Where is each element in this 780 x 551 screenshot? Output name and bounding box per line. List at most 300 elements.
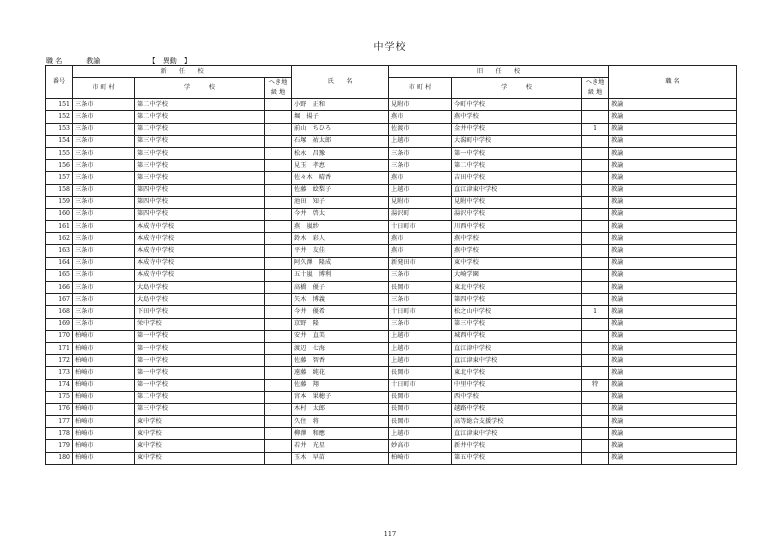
row-number: 172: [46, 355, 73, 367]
job-title-cell: 教諭: [609, 379, 737, 391]
page-number: 117: [383, 530, 397, 538]
job-title-cell: 教諭: [609, 452, 737, 464]
new-school-cell: 第四中学校: [135, 208, 265, 220]
name-cell: 前山 ちひろ: [292, 123, 389, 135]
new-school-cell: 大島中学校: [135, 282, 265, 294]
new-remote-cell: [265, 330, 292, 342]
new-school-cell: 東中学校: [135, 452, 265, 464]
job-title-label: 職 名: [46, 57, 63, 65]
table-row: [46, 172, 737, 184]
table-row: [46, 160, 737, 172]
old-city-cell: 上越市: [389, 330, 452, 342]
row-number: 177: [46, 416, 73, 428]
row-number: 170: [46, 330, 73, 342]
table-row: [46, 282, 737, 294]
table-row: [46, 355, 737, 367]
old-remote-cell: 特: [582, 379, 609, 391]
name-cell: 矢木 博義: [292, 294, 389, 306]
job-title-cell: 教諭: [609, 294, 737, 306]
new-remote-cell: [265, 257, 292, 269]
old-remote-cell: [582, 318, 609, 330]
table-row: [46, 135, 737, 147]
table-row: [46, 440, 737, 452]
old-remote-cell: [582, 355, 609, 367]
job-title-cell: 教諭: [609, 416, 737, 428]
new-remote-cell: [265, 184, 292, 196]
old-remote-cell: [582, 99, 609, 111]
old-school-cell: 燕中学校: [452, 111, 582, 123]
old-city-cell: 三条市: [389, 318, 452, 330]
new-remote-cell: [265, 294, 292, 306]
old-city-cell: 十日町市: [389, 221, 452, 233]
table-row: [46, 221, 737, 233]
old-remote-cell: [582, 147, 609, 159]
new-remote-cell: [265, 306, 292, 318]
job-title-cell: 教諭: [609, 99, 737, 111]
job-title-cell: 教諭: [609, 282, 737, 294]
old-remote-cell: [582, 257, 609, 269]
new-school-cell: 下田中学校: [135, 306, 265, 318]
new-city-cell: 三条市: [73, 269, 135, 281]
job-title-cell: 教諭: [609, 208, 737, 220]
job-title-cell: 教諭: [609, 135, 737, 147]
category-label: 異動: [162, 57, 177, 65]
table-row: [46, 123, 737, 135]
new-remote-cell: [265, 318, 292, 330]
new-remote-cell: [265, 269, 292, 281]
name-cell: 石塚 祐太郎: [292, 135, 389, 147]
row-number: 155: [46, 147, 73, 159]
new-city-cell: 三条市: [73, 318, 135, 330]
new-remote-cell: [265, 99, 292, 111]
name-cell: 佐藤 絵梨子: [292, 184, 389, 196]
old-remote-cell: [582, 160, 609, 172]
new-school-cell: 第三中学校: [135, 135, 265, 147]
old-remote-cell: [582, 135, 609, 147]
header-new-city: 市 町 村: [73, 78, 135, 99]
old-school-cell: 東北中学校: [452, 282, 582, 294]
job-title-cell: 教諭: [609, 111, 737, 123]
page-title: 中学校: [373, 42, 407, 53]
table-row: [46, 306, 737, 318]
job-title-cell: 教諭: [609, 318, 737, 330]
row-number: 167: [46, 294, 73, 306]
old-city-cell: 燕市: [389, 172, 452, 184]
name-cell: 今井 啓太: [292, 208, 389, 220]
name-cell: 若井 光星: [292, 440, 389, 452]
row-number: 164: [46, 257, 73, 269]
new-city-cell: 三条市: [73, 294, 135, 306]
name-cell: 鈴木 彩人: [292, 233, 389, 245]
new-school-cell: 第二中学校: [135, 99, 265, 111]
new-city-cell: 三条市: [73, 123, 135, 135]
new-city-cell: 三条市: [73, 111, 135, 123]
table-row: [46, 99, 737, 111]
old-school-cell: 湯沢中学校: [452, 208, 582, 220]
old-remote-cell: [582, 282, 609, 294]
row-number: 165: [46, 269, 73, 281]
new-school-cell: 第三中学校: [135, 403, 265, 415]
header-new-school-group: 新 任 校: [73, 66, 292, 78]
old-city-cell: 燕市: [389, 233, 452, 245]
name-cell: 高橋 優子: [292, 282, 389, 294]
old-city-cell: 燕市: [389, 111, 452, 123]
new-remote-cell: [265, 428, 292, 440]
table-row: [46, 294, 737, 306]
job-title-cell: 教諭: [609, 257, 737, 269]
name-cell: 五十嵐 博利: [292, 269, 389, 281]
job-title-cell: 教諭: [609, 428, 737, 440]
old-remote-cell: [582, 416, 609, 428]
header-name: 氏 名: [292, 66, 389, 99]
job-title-cell: 教諭: [609, 221, 737, 233]
new-remote-cell: [265, 221, 292, 233]
new-school-cell: 第四中学校: [135, 196, 265, 208]
table-row: [46, 196, 737, 208]
new-school-cell: 東中学校: [135, 428, 265, 440]
old-city-cell: 長岡市: [389, 416, 452, 428]
new-school-cell: 東中学校: [135, 440, 265, 452]
row-number: 169: [46, 318, 73, 330]
row-number: 153: [46, 123, 73, 135]
remote-line-2: 級 地: [587, 89, 603, 97]
new-school-cell: 本成寺中学校: [135, 245, 265, 257]
header-old-school-group: 旧 任 校: [389, 66, 609, 78]
row-number: 163: [46, 245, 73, 257]
old-school-cell: 高等総合支援学校: [452, 416, 582, 428]
new-remote-cell: [265, 135, 292, 147]
old-school-cell: 第二中学校: [452, 160, 582, 172]
job-title-cell: 教諭: [609, 233, 737, 245]
job-title-cell: 教諭: [609, 391, 737, 403]
remote-line-2: 級 地: [270, 89, 286, 97]
new-city-cell: 三条市: [73, 257, 135, 269]
old-city-cell: 十日町市: [389, 306, 452, 318]
old-remote-cell: [582, 184, 609, 196]
header-number: 番号: [46, 66, 73, 99]
old-city-cell: 見附市: [389, 99, 452, 111]
row-number: 162: [46, 233, 73, 245]
old-school-cell: 城西中学校: [452, 330, 582, 342]
row-number: 151: [46, 99, 73, 111]
name-cell: 京野 隆: [292, 318, 389, 330]
row-number: 156: [46, 160, 73, 172]
table-row: [46, 330, 737, 342]
new-remote-cell: [265, 123, 292, 135]
old-school-cell: 第四中学校: [452, 294, 582, 306]
new-school-cell: 第一中学校: [135, 342, 265, 354]
old-remote-cell: [582, 208, 609, 220]
new-remote-cell: [265, 342, 292, 354]
table-row: [46, 379, 737, 391]
new-remote-cell: [265, 440, 292, 452]
new-city-cell: 三条市: [73, 160, 135, 172]
name-cell: 池田 知子: [292, 196, 389, 208]
job-title-cell: 教諭: [609, 184, 737, 196]
name-cell: 安井 直美: [292, 330, 389, 342]
old-city-cell: 上越市: [389, 428, 452, 440]
old-city-cell: 柏崎市: [389, 452, 452, 464]
old-city-cell: 上越市: [389, 184, 452, 196]
old-remote-cell: [582, 342, 609, 354]
old-city-cell: 三条市: [389, 160, 452, 172]
name-cell: 柳澤 和應: [292, 428, 389, 440]
old-school-cell: 金井中学校: [452, 123, 582, 135]
new-city-cell: 三条市: [73, 184, 135, 196]
new-remote-cell: [265, 111, 292, 123]
old-city-cell: 長岡市: [389, 403, 452, 415]
row-number: 161: [46, 221, 73, 233]
old-city-cell: 新発田市: [389, 257, 452, 269]
old-school-cell: 新井中学校: [452, 440, 582, 452]
header-old-school: 学 校: [452, 78, 582, 99]
job-title-cell: 教諭: [609, 123, 737, 135]
old-school-cell: 見附中学校: [452, 196, 582, 208]
job-title-cell: 教諭: [609, 367, 737, 379]
new-school-cell: 本成寺中学校: [135, 269, 265, 281]
row-number: 168: [46, 306, 73, 318]
new-city-cell: 柏崎市: [73, 452, 135, 464]
new-school-cell: 本成寺中学校: [135, 221, 265, 233]
new-remote-cell: [265, 379, 292, 391]
job-title-cell: 教諭: [609, 147, 737, 159]
job-title-cell: 教諭: [609, 306, 737, 318]
old-city-cell: 長岡市: [389, 282, 452, 294]
new-remote-cell: [265, 245, 292, 257]
job-title-cell: 教諭: [609, 245, 737, 257]
old-remote-cell: [582, 294, 609, 306]
name-cell: 阿久澤 隆成: [292, 257, 389, 269]
new-city-cell: 三条市: [73, 135, 135, 147]
new-remote-cell: [265, 403, 292, 415]
row-number: 171: [46, 342, 73, 354]
old-school-cell: 直江津東中学校: [452, 355, 582, 367]
old-remote-cell: [582, 330, 609, 342]
header-job-title: 職 名: [609, 66, 737, 99]
table-row: [46, 318, 737, 330]
table-row: [46, 245, 737, 257]
new-city-cell: 柏崎市: [73, 416, 135, 428]
old-remote-cell: [582, 111, 609, 123]
new-remote-cell: [265, 355, 292, 367]
new-city-cell: 柏崎市: [73, 440, 135, 452]
old-remote-cell: [582, 428, 609, 440]
table-row: [46, 416, 737, 428]
bracket-open: 【: [148, 57, 156, 65]
table-row: [46, 428, 737, 440]
table-row: [46, 111, 737, 123]
new-school-cell: 東中学校: [135, 416, 265, 428]
header-new-school: 学 校: [135, 78, 265, 99]
old-remote-cell: [582, 221, 609, 233]
name-cell: 久住 将: [292, 416, 389, 428]
name-cell: 渡辺 七海: [292, 342, 389, 354]
old-school-cell: 第五中学校: [452, 452, 582, 464]
header-row-groups: [46, 66, 737, 78]
name-cell: 遠藤 純花: [292, 367, 389, 379]
old-city-cell: 湯沢町: [389, 208, 452, 220]
name-cell: 見玉 孝恵: [292, 160, 389, 172]
new-school-cell: 栄中学校: [135, 318, 265, 330]
old-school-cell: 吉田中学校: [452, 172, 582, 184]
name-cell: 燕 嵐紗: [292, 221, 389, 233]
old-city-cell: 三条市: [389, 294, 452, 306]
table-row: [46, 233, 737, 245]
old-remote-cell: [582, 269, 609, 281]
old-school-cell: 西中学校: [452, 391, 582, 403]
new-city-cell: 三条市: [73, 245, 135, 257]
new-city-cell: 三条市: [73, 233, 135, 245]
old-city-cell: 上越市: [389, 355, 452, 367]
new-remote-cell: [265, 367, 292, 379]
name-cell: 玉木 早苗: [292, 452, 389, 464]
row-number: 152: [46, 111, 73, 123]
new-school-cell: 第一中学校: [135, 355, 265, 367]
old-remote-cell: 1: [582, 306, 609, 318]
table-row: [46, 342, 737, 354]
table-row: [46, 391, 737, 403]
old-school-cell: 第一中学校: [452, 147, 582, 159]
table-row: [46, 257, 737, 269]
old-city-cell: 長岡市: [389, 391, 452, 403]
new-city-cell: 三条市: [73, 196, 135, 208]
old-school-cell: 燕中学校: [452, 233, 582, 245]
new-remote-cell: [265, 416, 292, 428]
new-city-cell: 柏崎市: [73, 355, 135, 367]
old-remote-cell: [582, 391, 609, 403]
header-old-city: 市 町 村: [389, 78, 452, 99]
name-cell: 佐藤 翔: [292, 379, 389, 391]
job-title-cell: 教諭: [609, 440, 737, 452]
new-remote-cell: [265, 233, 292, 245]
name-cell: 佐藤 智香: [292, 355, 389, 367]
old-school-cell: 中里中学校: [452, 379, 582, 391]
old-city-cell: 佐渡市: [389, 123, 452, 135]
row-number: 175: [46, 391, 73, 403]
job-title-cell: 教諭: [609, 355, 737, 367]
old-remote-cell: [582, 233, 609, 245]
name-cell: 宮本 果穂子: [292, 391, 389, 403]
old-city-cell: 燕市: [389, 245, 452, 257]
old-school-cell: 大崎学園: [452, 269, 582, 281]
old-school-cell: 今町中学校: [452, 99, 582, 111]
table-row: [46, 147, 737, 159]
new-school-cell: 第三中学校: [135, 160, 265, 172]
new-city-cell: 柏崎市: [73, 428, 135, 440]
old-school-cell: 東中学校: [452, 257, 582, 269]
table-row: [46, 184, 737, 196]
old-remote-cell: [582, 403, 609, 415]
new-city-cell: 柏崎市: [73, 379, 135, 391]
new-city-cell: 三条市: [73, 147, 135, 159]
new-city-cell: 柏崎市: [73, 342, 135, 354]
job-title-cell: 教諭: [609, 330, 737, 342]
old-remote-cell: [582, 452, 609, 464]
new-school-cell: 第三中学校: [135, 147, 265, 159]
row-number: 180: [46, 452, 73, 464]
new-school-cell: 第四中学校: [135, 184, 265, 196]
old-city-cell: 十日町市: [389, 379, 452, 391]
table-row: [46, 367, 737, 379]
old-school-cell: 直江津東中学校: [452, 184, 582, 196]
old-city-cell: 妙高市: [389, 440, 452, 452]
row-number: 158: [46, 184, 73, 196]
table-row: [46, 208, 737, 220]
row-number: 179: [46, 440, 73, 452]
old-remote-cell: [582, 367, 609, 379]
bracket-close: 】: [183, 57, 191, 65]
new-school-cell: 第三中学校: [135, 172, 265, 184]
row-number: 173: [46, 367, 73, 379]
table-row: [46, 269, 737, 281]
old-school-cell: 第三中学校: [452, 318, 582, 330]
old-school-cell: 松之山中学校: [452, 306, 582, 318]
old-school-cell: 川西中学校: [452, 221, 582, 233]
new-city-cell: 三条市: [73, 208, 135, 220]
old-school-cell: 大潟町中学校: [452, 135, 582, 147]
job-title-value: 教諭: [86, 57, 101, 65]
row-number: 157: [46, 172, 73, 184]
new-school-cell: 本成寺中学校: [135, 233, 265, 245]
old-school-cell: 直江津東中学校: [452, 428, 582, 440]
new-city-cell: 柏崎市: [73, 330, 135, 342]
new-school-cell: 第二中学校: [135, 391, 265, 403]
old-city-cell: 上越市: [389, 342, 452, 354]
new-school-cell: 第一中学校: [135, 330, 265, 342]
new-school-cell: 本成寺中学校: [135, 257, 265, 269]
old-school-cell: 越路中学校: [452, 403, 582, 415]
remote-line-1: へき地: [268, 79, 288, 87]
row-number: 174: [46, 379, 73, 391]
name-cell: 平井 友佳: [292, 245, 389, 257]
old-city-cell: 上越市: [389, 135, 452, 147]
old-city-cell: 見附市: [389, 196, 452, 208]
job-title-cell: 教諭: [609, 196, 737, 208]
new-remote-cell: [265, 391, 292, 403]
job-title-cell: 教諭: [609, 172, 737, 184]
new-school-cell: 第二中学校: [135, 123, 265, 135]
name-cell: 佐々木 晴香: [292, 172, 389, 184]
row-number: 154: [46, 135, 73, 147]
old-city-cell: 長岡市: [389, 367, 452, 379]
row-number: 178: [46, 428, 73, 440]
new-school-cell: 第一中学校: [135, 379, 265, 391]
new-city-cell: 柏崎市: [73, 367, 135, 379]
new-city-cell: 三条市: [73, 282, 135, 294]
old-school-cell: 燕中学校: [452, 245, 582, 257]
new-remote-cell: [265, 208, 292, 220]
new-remote-cell: [265, 196, 292, 208]
new-school-cell: 第一中学校: [135, 367, 265, 379]
new-remote-cell: [265, 452, 292, 464]
row-number: 176: [46, 403, 73, 415]
old-remote-cell: [582, 245, 609, 257]
new-city-cell: 三条市: [73, 306, 135, 318]
remote-line-1: へき地: [585, 79, 605, 87]
row-number: 159: [46, 196, 73, 208]
old-city-cell: 三条市: [389, 147, 452, 159]
old-remote-cell: [582, 440, 609, 452]
name-cell: 松永 昌豫: [292, 147, 389, 159]
new-remote-cell: [265, 160, 292, 172]
new-city-cell: 柏崎市: [73, 391, 135, 403]
old-city-cell: 三条市: [389, 269, 452, 281]
name-cell: 小野 正和: [292, 99, 389, 111]
old-remote-cell: 1: [582, 123, 609, 135]
row-number: 160: [46, 208, 73, 220]
new-school-cell: 大島中学校: [135, 294, 265, 306]
table-row: [46, 403, 737, 415]
